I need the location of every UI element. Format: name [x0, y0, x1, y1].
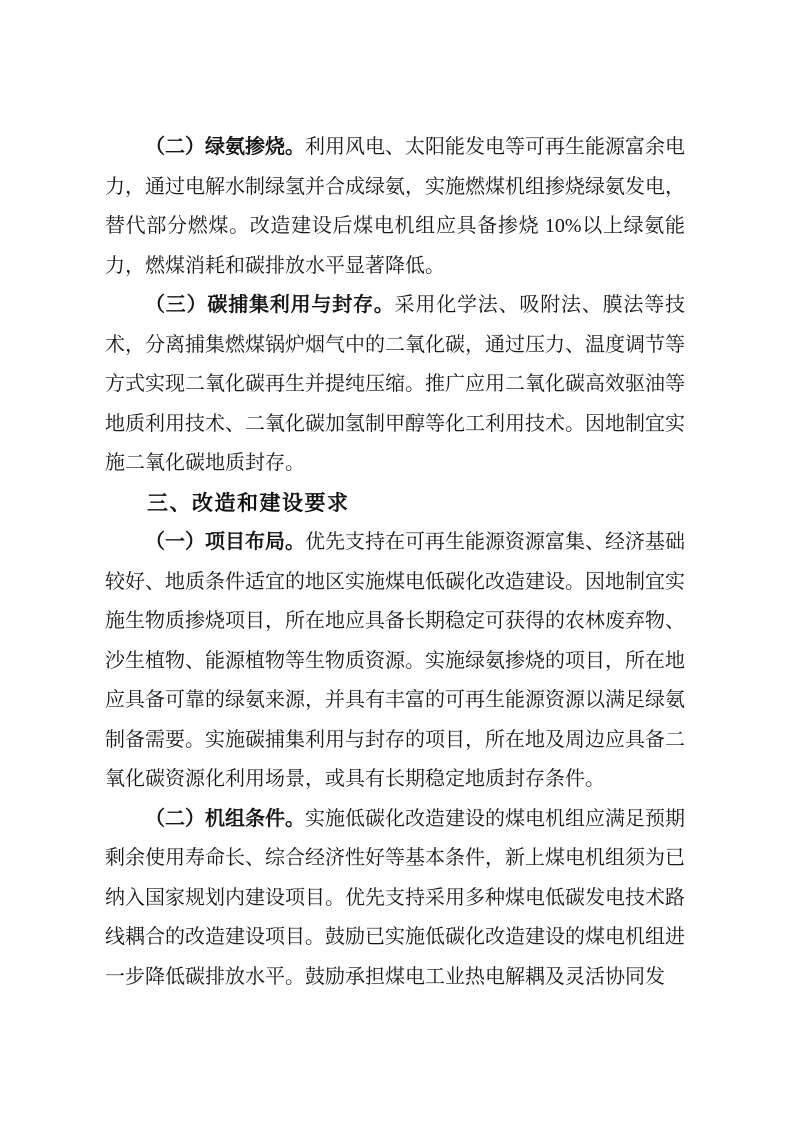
paragraph-text: 优先支持在可再生能源资源富集、经济基础较好、地质条件适宜的地区实施煤电低碳化改造建设。因地制宜实施生物质掺烧项目，所在地应具备长期稳定可获得的农林废弃物、沙生植物、能源植物等生物质资源。实施绿氨掺烧的项目，所在地应具备可靠的绿氨来源，并具有丰富的可再生能源资源以满足绿氨制备需要。实施碳捕集利用与封存的项目，所在地及周边应具备二氧化碳资源化利用场景，或具有长期稳定地质封存条件。: [105, 531, 685, 790]
paragraph-ccus: [105, 286, 685, 484]
paragraph-green-ammonia: [105, 128, 685, 286]
paragraph-unit-conditions: [105, 800, 685, 998]
paragraph-lead: （一）项目布局。: [145, 531, 305, 553]
paragraph-text: 实施低碳化改造建设的煤电机组应满足预期剩余使用寿命长、综合经济性好等基本条件，新上煤电机组须为已纳入国家规划内建设项目。优先支持采用多种煤电低碳发电技术路线耦合的改造建设项目。鼓励已实施低碳化改造建设的煤电机组进一步降低碳排放水平。鼓励承担煤电工业热电解耦及灵活协同发: [105, 807, 685, 988]
paragraph-lead: （二）绿氨掺烧。: [145, 136, 305, 158]
paragraph-text: 利用风电、太阳能发电等可再生能源富余电力，通过电解水制绿氢并合成绿氨，实施燃煤机组掺烧绿氨发电，替代部分燃煤。改造建设后煤电机组应具备掺烧 10%以上绿氨能力，燃煤消耗和碳排放水平显著降低。: [105, 136, 685, 277]
paragraph-lead: （三）碳捕集利用与封存。: [145, 294, 395, 316]
document-content: [105, 128, 685, 997]
section-heading: 三、改造和建设要求: [147, 491, 350, 515]
paragraph-project-layout: [105, 523, 685, 800]
paragraph-text: 采用化学法、吸附法、膜法等技术，分离捕集燃煤锅炉烟气中的二氧化碳，通过压力、温度调节等方式实现二氧化碳再生并提纯压缩。推广应用二氧化碳高效驱油等地质利用技术、二氧化碳加氢制甲醇等化工利用技术。因地制宜实施二氧化碳地质封存。: [105, 294, 686, 474]
paragraph-lead: （二）机组条件。: [145, 807, 305, 830]
